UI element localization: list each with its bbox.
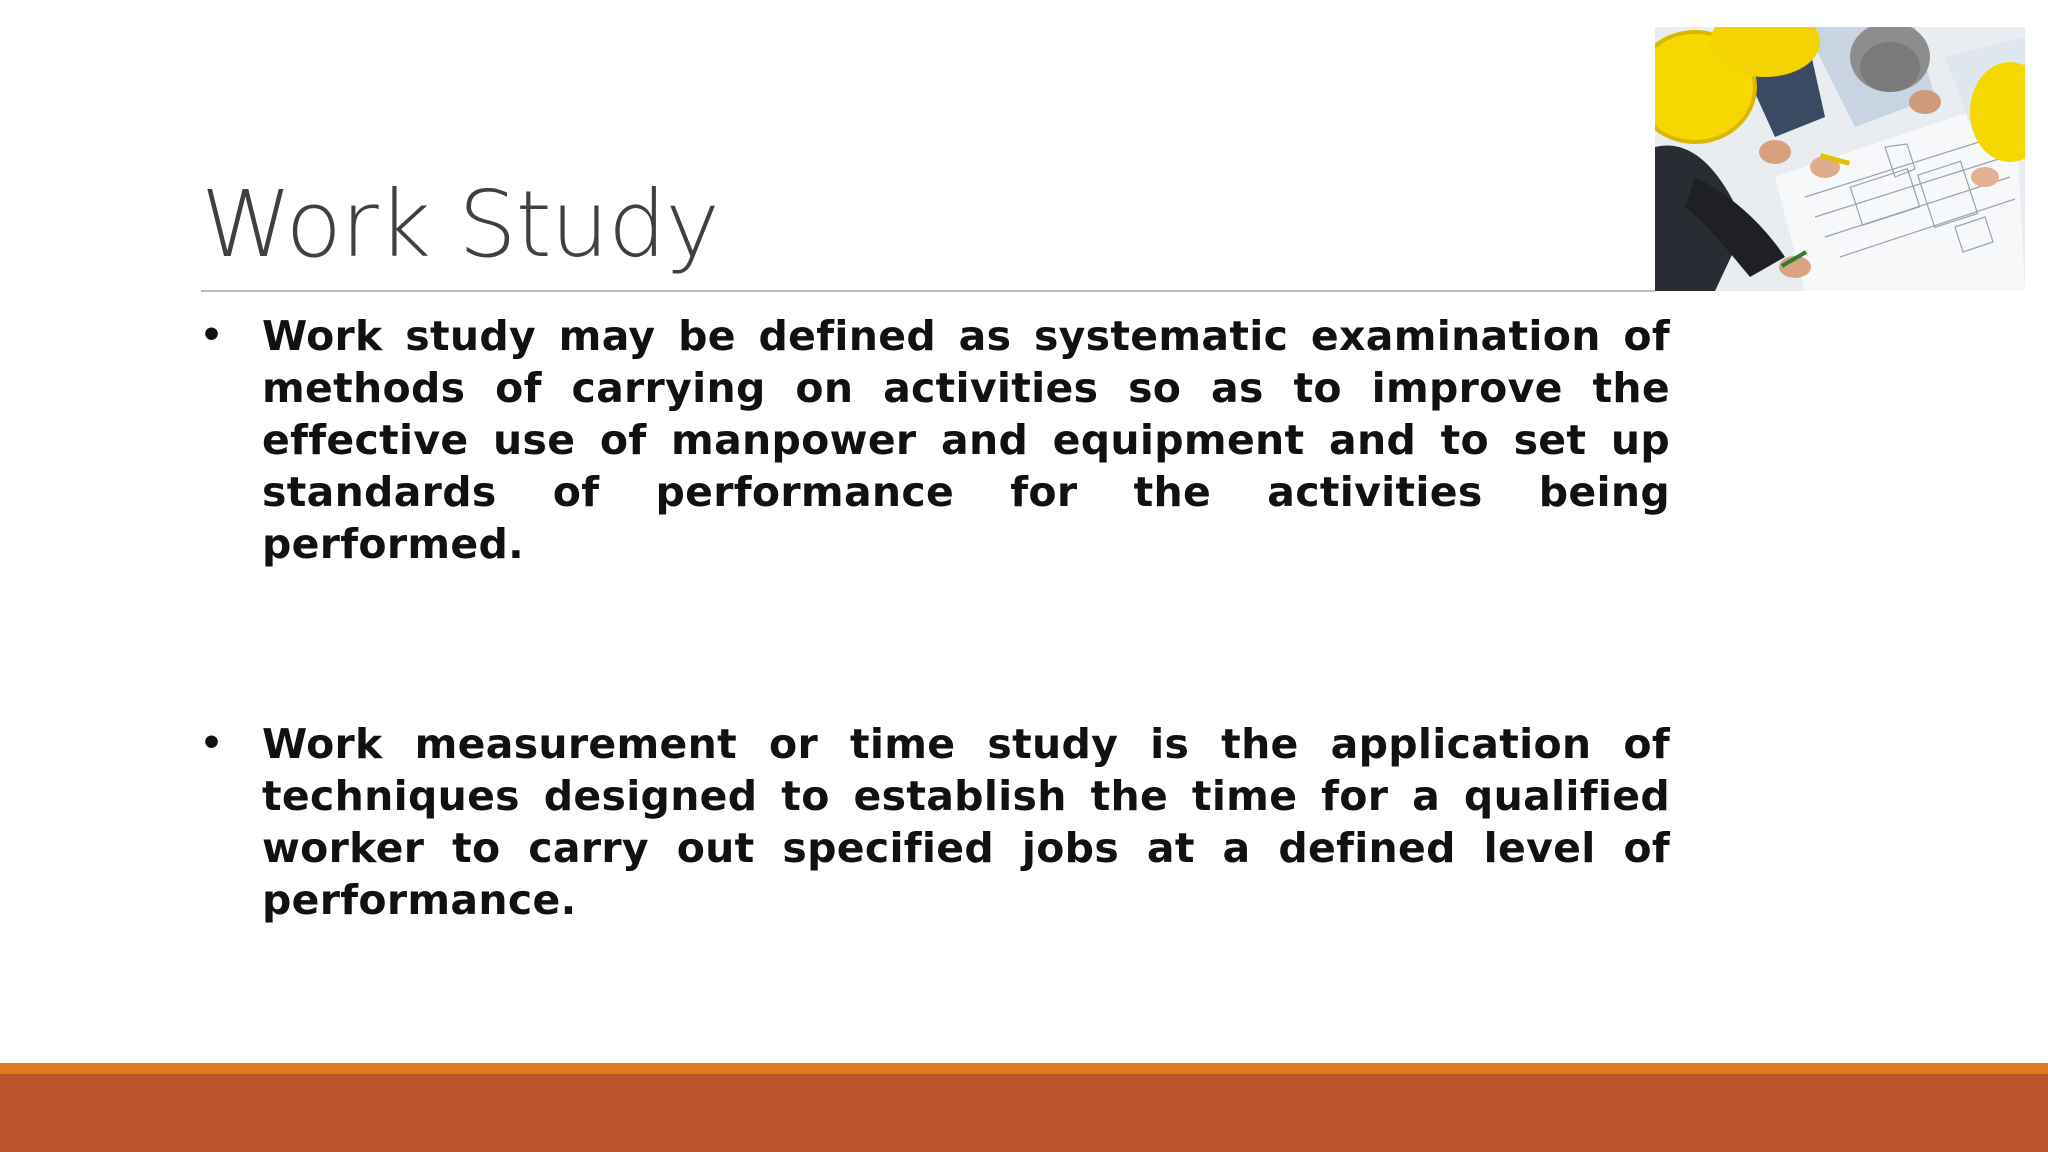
bullet-text: Work measurement or time study is the application of techniques designed to establish the time for a qualified worker to carry out specified jobs at a defined level of performance. <box>262 720 1670 924</box>
footer-band <box>0 1074 2048 1152</box>
bullet-text: Work study may be defined as systematic examination of methods of carrying on activities so as to improve the effective use of manpower and equipment and to set up standards of performance for the activities being performed. <box>262 312 1670 568</box>
footer-accent-stripe <box>0 1063 2048 1074</box>
title-divider <box>201 290 1655 292</box>
construction-team-photo-icon <box>1655 27 2025 291</box>
bullet-item-work-measurement <box>196 718 1670 926</box>
bullet-point-icon: • <box>200 723 224 764</box>
bullet-list <box>196 310 1670 926</box>
bullet-point-icon: • <box>200 315 224 356</box>
bullet-item-work-study <box>196 310 1670 570</box>
slide-title: Work Study <box>201 171 719 278</box>
